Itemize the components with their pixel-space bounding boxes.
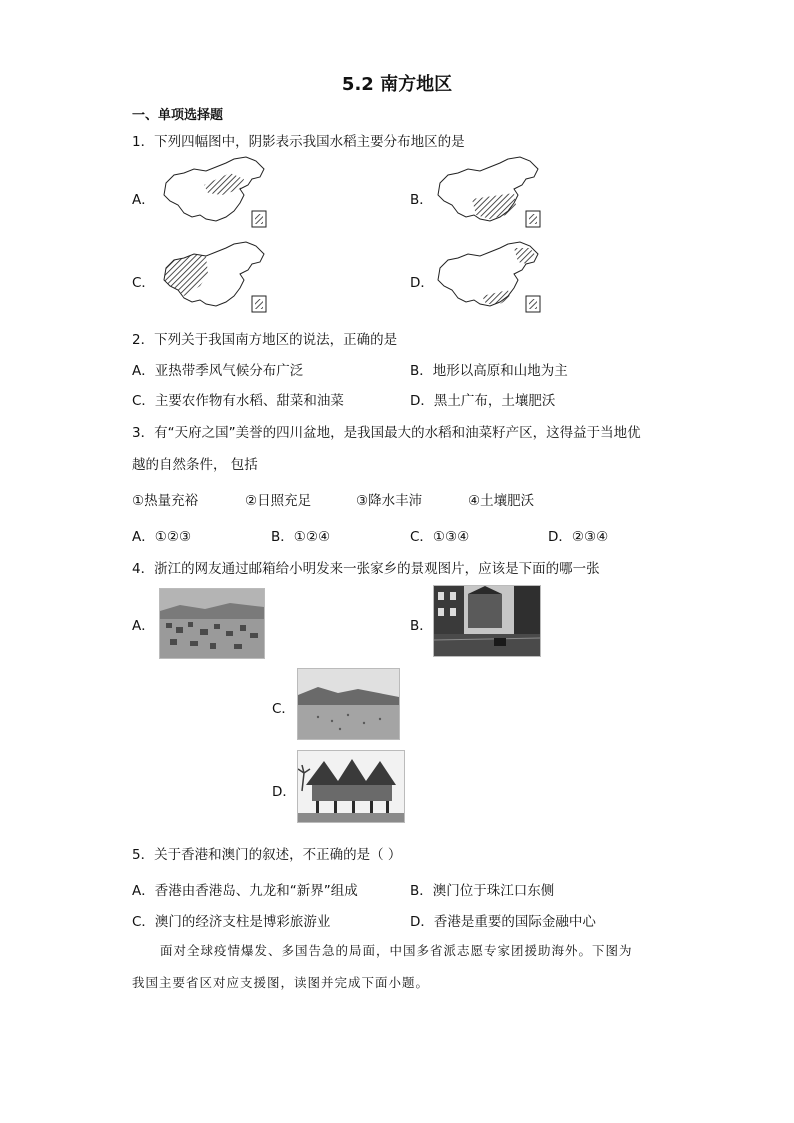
q5-option-b: B．澳门位于珠江口东侧: [410, 883, 555, 899]
q3-option-b: B．①②④: [271, 529, 331, 545]
q3-item-4: ④土壤肥沃: [468, 493, 535, 509]
page-title: 5.2 南方地区: [341, 74, 453, 95]
q4-photo-d-stilt-house: [297, 750, 405, 823]
q1-map-c: [160, 240, 275, 318]
question-1-stem: 1．下列四幅图中，阴影表示我国水稻主要分布地区的是: [132, 134, 465, 150]
q5-option-a: A．香港由香港岛、九龙和“新界”组成: [132, 883, 358, 899]
q3-item-3: ③降水丰沛: [356, 493, 423, 509]
q2-option-c: C．主要农作物有水稻、甜菜和油菜: [132, 393, 344, 409]
question-3-stem-line1: 3．有“天府之国”美誉的四川盆地，是我国最大的水稻和油菜籽产区，这得益于当地优: [132, 425, 641, 441]
q4-option-c-label: C．: [272, 701, 295, 717]
q4-photo-c-grassland: [297, 668, 400, 740]
q2-option-b: B．地形以高原和山地为主: [410, 363, 568, 379]
q3-option-a: A．①②③: [132, 529, 192, 545]
question-4-stem: 4．浙江的网友通过邮箱给小明发来一张家乡的景观图片，应该是下面的哪一张: [132, 561, 600, 577]
q1-map-b: [434, 155, 549, 233]
q4-option-d-label: D．: [272, 784, 296, 800]
passage-line-1: 面对全球疫情爆发、多国告急的局面，中国多省派志愿专家团援助海外。下图为: [160, 943, 633, 958]
q3-option-c: C．①③④: [410, 529, 470, 545]
question-3-stem-line2: 越的自然条件， 包括: [132, 457, 258, 473]
q1-option-b-label: B．: [410, 192, 433, 208]
q1-option-d-label: D．: [410, 275, 434, 291]
q3-option-d: D．②③④: [548, 529, 609, 545]
q5-option-d: D．香港是重要的国际金融中心: [410, 914, 596, 930]
section-heading: 一、单项选择题: [132, 108, 224, 123]
passage-line-2: 我国主要省区对应支援图，读图并完成下面小题。: [132, 975, 430, 990]
q4-option-b-label: B．: [410, 618, 433, 634]
q1-option-c-label: C．: [132, 275, 155, 291]
q1-map-d: [434, 240, 549, 318]
question-5-stem: 5．关于香港和澳门的叙述，不正确的是（ ）: [132, 847, 402, 863]
q3-item-1: ①热量充裕: [132, 493, 199, 509]
q2-option-a: A．亚热带季风气候分布广泛: [132, 363, 304, 379]
q2-option-d: D．黑土广布，土壤肥沃: [410, 393, 556, 409]
q4-photo-b-water-town: [433, 585, 541, 657]
q4-photo-a-plateau-town: [159, 588, 265, 659]
q1-map-a: [160, 155, 275, 233]
q1-option-a-label: A．: [132, 192, 155, 208]
question-2-stem: 2．下列关于我国南方地区的说法，正确的是: [132, 332, 398, 348]
q5-option-c: C．澳门的经济支柱是博彩旅游业: [132, 914, 331, 930]
q3-item-2: ②日照充足: [245, 493, 312, 509]
q4-option-a-label: A．: [132, 618, 155, 634]
